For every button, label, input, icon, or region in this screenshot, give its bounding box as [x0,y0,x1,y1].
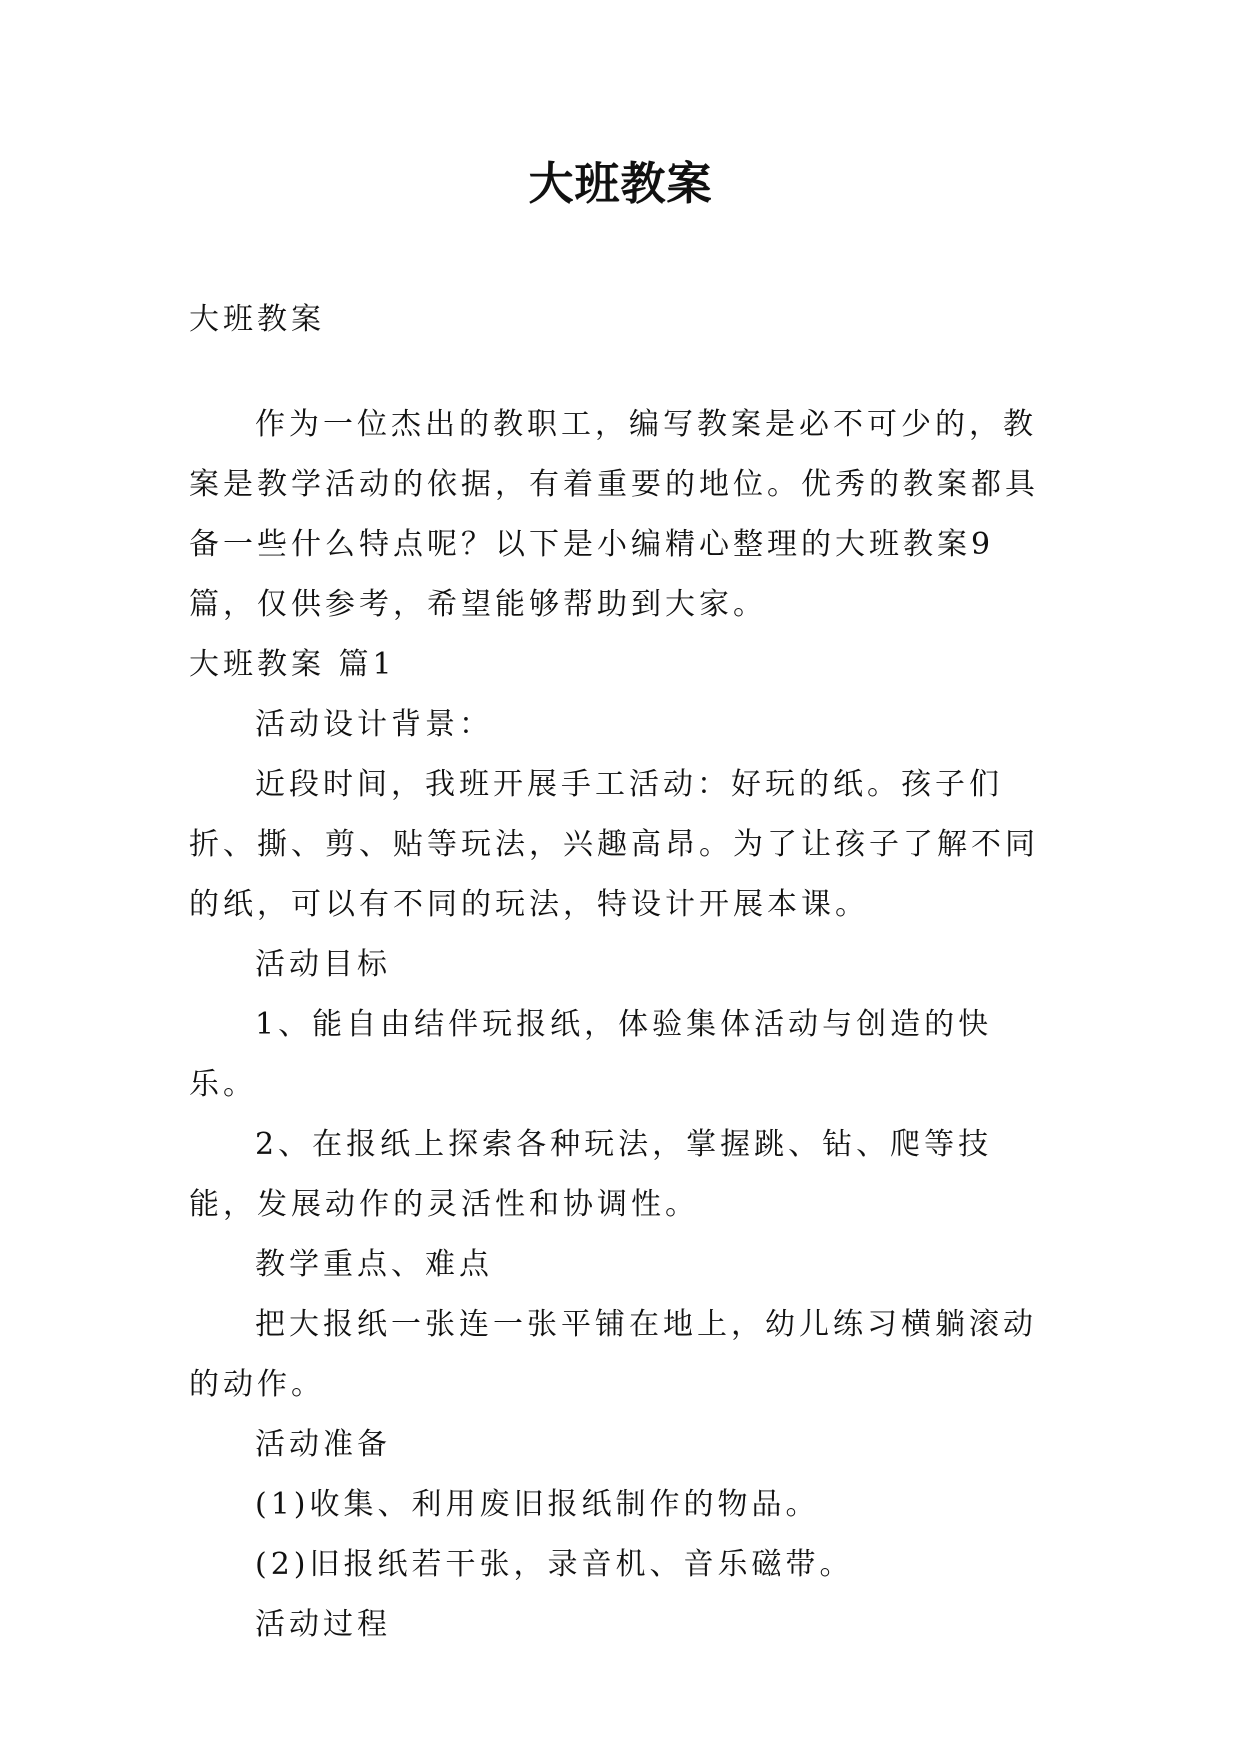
section-heading: 大班教案 篇1 [189,647,396,682]
document-body [189,290,1059,1655]
goal-item-2: 2、在报纸上探索各种玩法，掌握跳、钻、爬等技能，发展动作的灵活性和协调性。 [189,1127,993,1222]
focus-paragraph: 把大报纸一张连一张平铺在地上，幼儿练习横躺滚动的动作。 [189,1307,1037,1402]
prep-item-1: (1)收集、利用废旧报纸制作的物品。 [255,1487,820,1522]
goals-heading: 活动目标 [255,947,391,982]
goal-item-1: 1、能自由结伴玩报纸，体验集体活动与创造的快乐。 [189,1007,993,1102]
document-subtitle: 大班教案 [189,302,325,337]
process-heading: 活动过程 [255,1607,391,1642]
background-heading: 活动设计背景： [255,707,493,742]
focus-heading: 教学重点、难点 [255,1247,493,1282]
background-paragraph: 近段时间，我班开展手工活动：好玩的纸。孩子们折、撕、剪、贴等玩法，兴趣高昂。为了让孩子了解不同的纸，可以有不同的玩法，特设计开展本课。 [189,767,1039,922]
prep-item-2: (2)旧报纸若干张，录音机、音乐磁带。 [255,1547,854,1582]
prep-heading: 活动准备 [255,1427,391,1462]
intro-paragraph: 作为一位杰出的教职工，编写教案是必不可少的，教案是教学活动的依据，有着重要的地位。优秀的教案都具备一些什么特点呢？以下是小编精心整理的大班教案9篇，仅供参考，希望能够帮助到大家。 [189,407,1039,622]
document-title: 大班教案 [528,157,713,210]
